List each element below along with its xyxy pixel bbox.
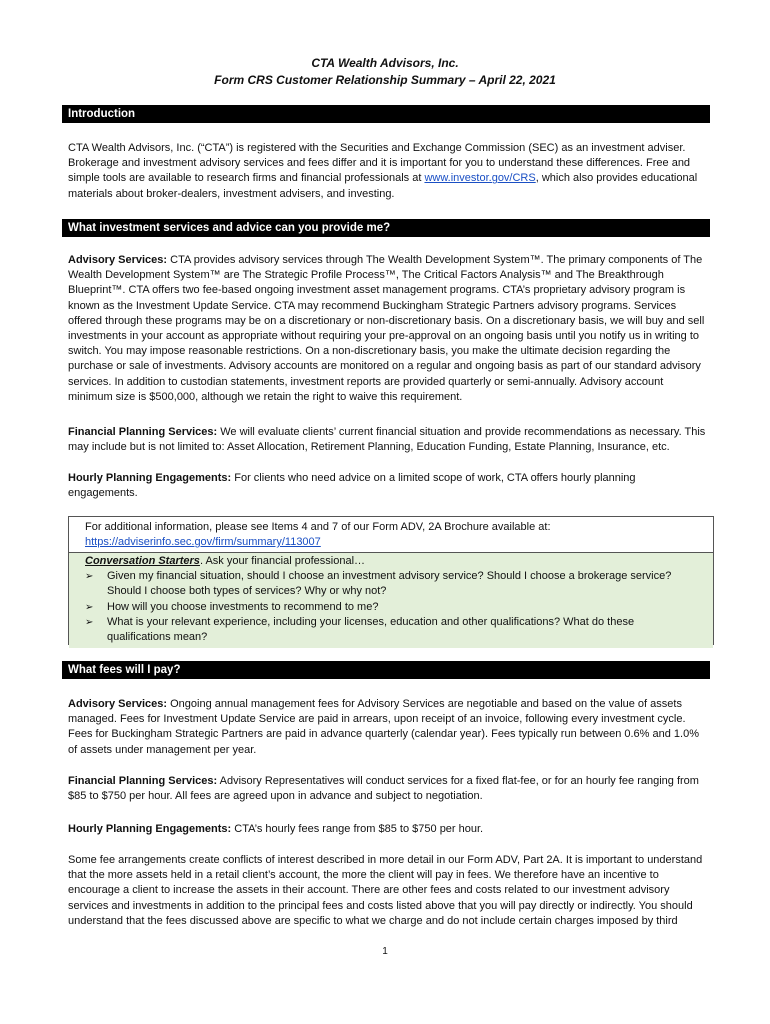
conversation-starters-text: . Ask your financial professional… [199, 555, 366, 567]
question-list [85, 569, 697, 645]
list-item [85, 615, 697, 645]
fees-advisory-label: Advisory Services: [68, 698, 168, 710]
financial-planning-text: We will evaluate clients’ current financial situation and provide recommendations as necessary. This may include but is not limited to: Asset Allocation, Retirement Planning, Education Funding, Estate Planning, Insurance, etc. [68, 426, 706, 454]
firm-title: CTA Wealth Advisors, Inc. [311, 56, 459, 70]
intro-text-before: CTA Wealth Advisors, Inc. (“CTA”) is registered with the Securities and Exchange Commission (SEC) as an investment adviser. Brokerage and investment advisory services and fees differ and it is important for you to understand these differences. Free and simple tools are available to research firms and financial professionals at [68, 142, 691, 185]
intro-text-after: , which also provides educational materials about broker-dealers, investment advisers, and investing. [68, 172, 698, 200]
list-item [85, 600, 697, 615]
additional-info-top [69, 517, 713, 553]
hourly-planning-paragraph [68, 471, 708, 501]
conversation-starters [69, 553, 713, 648]
investor-gov-link[interactable]: www.investor.gov/CRS [424, 172, 536, 185]
advisory-services-label: Advisory Services: [68, 254, 168, 266]
fees-hourly-label: Hourly Planning Engagements: [68, 823, 232, 835]
question-text: How will you choose investments to recommend to me? [107, 600, 379, 613]
question-text: Given my financial situation, should I choose an investment advisory service? Should I choose a brokerage service? Should I choose both types of services? Why or why not? [107, 570, 672, 598]
advisory-services-text: CTA provides advisory services through The Wealth Development System™. The primary components of The Wealth Development System™ are The Strategic Profile Process™, The Critical Factors Analysis™ and The Breakthrough Blueprint™. CTA offers two fee-based ongoing investment asset management programs. CTA’s proprietary advisory program is known as the Investment Update Service. CTA may recommend Buckingham Strategic Partners advisory programs. Services offered through these programs may be on a discretionary or non-discretionary basis. On a discretionary basis, we will buy and sell investments in your account as appropriate without requiring your pre-approval on an ongoing basis until you notify us in writing to switch. You may impose reasonable restrictions. On a non-discretionary basis, you make the ultimate decision regarding the purchase or sale of investments. Advisory accounts are monitored on a regular and ongoing basis as part of our standard advisory services. In addition to custodian statements, investment reports are provided quarterly or semi-annually. Advisory account minimum size is $500,000, although we retain the right to waive this requirement. [68, 254, 705, 403]
arrow-bullet-icon: ➢ [85, 601, 94, 613]
fees-conflict-paragraph: Some fee arrangements create conflicts of interest described in more detail in our Form ADV, Part 2A. It is important to understand that the more assets held in a retail client’s account, the more the client will pay in fees. We therefore have an incentive to encourage a client to increase the assets in their account. There are other fees and costs related to our investment advisory services and investments in addition to the principal fees and costs listed above that you will pay directly or indirectly. You should understand that the fees discussed above are specific to what we charge and do not include certain charges imposed by third [68, 854, 703, 927]
conversation-starters-intro [85, 554, 697, 569]
fees-hourly-paragraph [68, 822, 708, 837]
fees-advisory-paragraph [68, 697, 708, 758]
additional-info-box [68, 516, 714, 645]
list-item [85, 569, 697, 599]
fees-financial-label: Financial Planning Services: [68, 775, 218, 787]
fees-advisory-text: Ongoing annual management fees for Advisory Services are negotiable and based on the value of assets managed. Fees for Investment Update Service are paid in arrears, upon receipt of an invoice, following every investment cycle. Fees for Buckingham Strategic Partners are paid in advance quarterly (calendar year). Fees typically run between 0.6% and 1.0% of assets under management per year. [68, 698, 699, 756]
advisory-services-paragraph [68, 253, 708, 405]
section-heading-fees: What fees will I pay? [62, 661, 710, 679]
financial-planning-label: Financial Planning Services: [68, 426, 218, 438]
fees-financial-text: Advisory Representatives will conduct services for a fixed flat-fee, or for an hourly fee ranging from $85 to $750 per hour. All fees are agreed upon in advance and subject to negotiation. [68, 775, 699, 803]
section-heading-services: What investment services and advice can you provide me? [62, 219, 710, 237]
question-text: What is your relevant experience, including your licenses, education and other qualifications? What do these qualifications mean? [107, 615, 635, 644]
intro-paragraph [68, 141, 708, 202]
hourly-planning-label: Hourly Planning Engagements: [68, 472, 232, 484]
additional-info-text: For additional information, please see Items 4 and 7 of our Form ADV, 2A Brochure available at: [85, 521, 551, 533]
section-heading-introduction: Introduction [62, 105, 710, 123]
page-number: 1 [382, 946, 388, 957]
document-subtitle: Form CRS Customer Relationship Summary – April 22, 2021 [214, 73, 556, 87]
arrow-bullet-icon: ➢ [85, 616, 94, 628]
fees-financial-paragraph [68, 774, 708, 804]
arrow-bullet-icon: ➢ [85, 571, 94, 583]
hourly-planning-text: For clients who need advice on a limited scope of work, CTA offers hourly planning engagements. [68, 472, 636, 500]
adviserinfo-link[interactable]: https://adviserinfo.sec.gov/firm/summary/113007 [85, 536, 321, 549]
financial-planning-paragraph [68, 425, 708, 455]
conversation-starters-label: Conversation Starters [85, 555, 200, 567]
document-header [0, 55, 770, 89]
fees-hourly-text: CTA’s hourly fees range from $85 to $750 per hour. [231, 823, 484, 835]
